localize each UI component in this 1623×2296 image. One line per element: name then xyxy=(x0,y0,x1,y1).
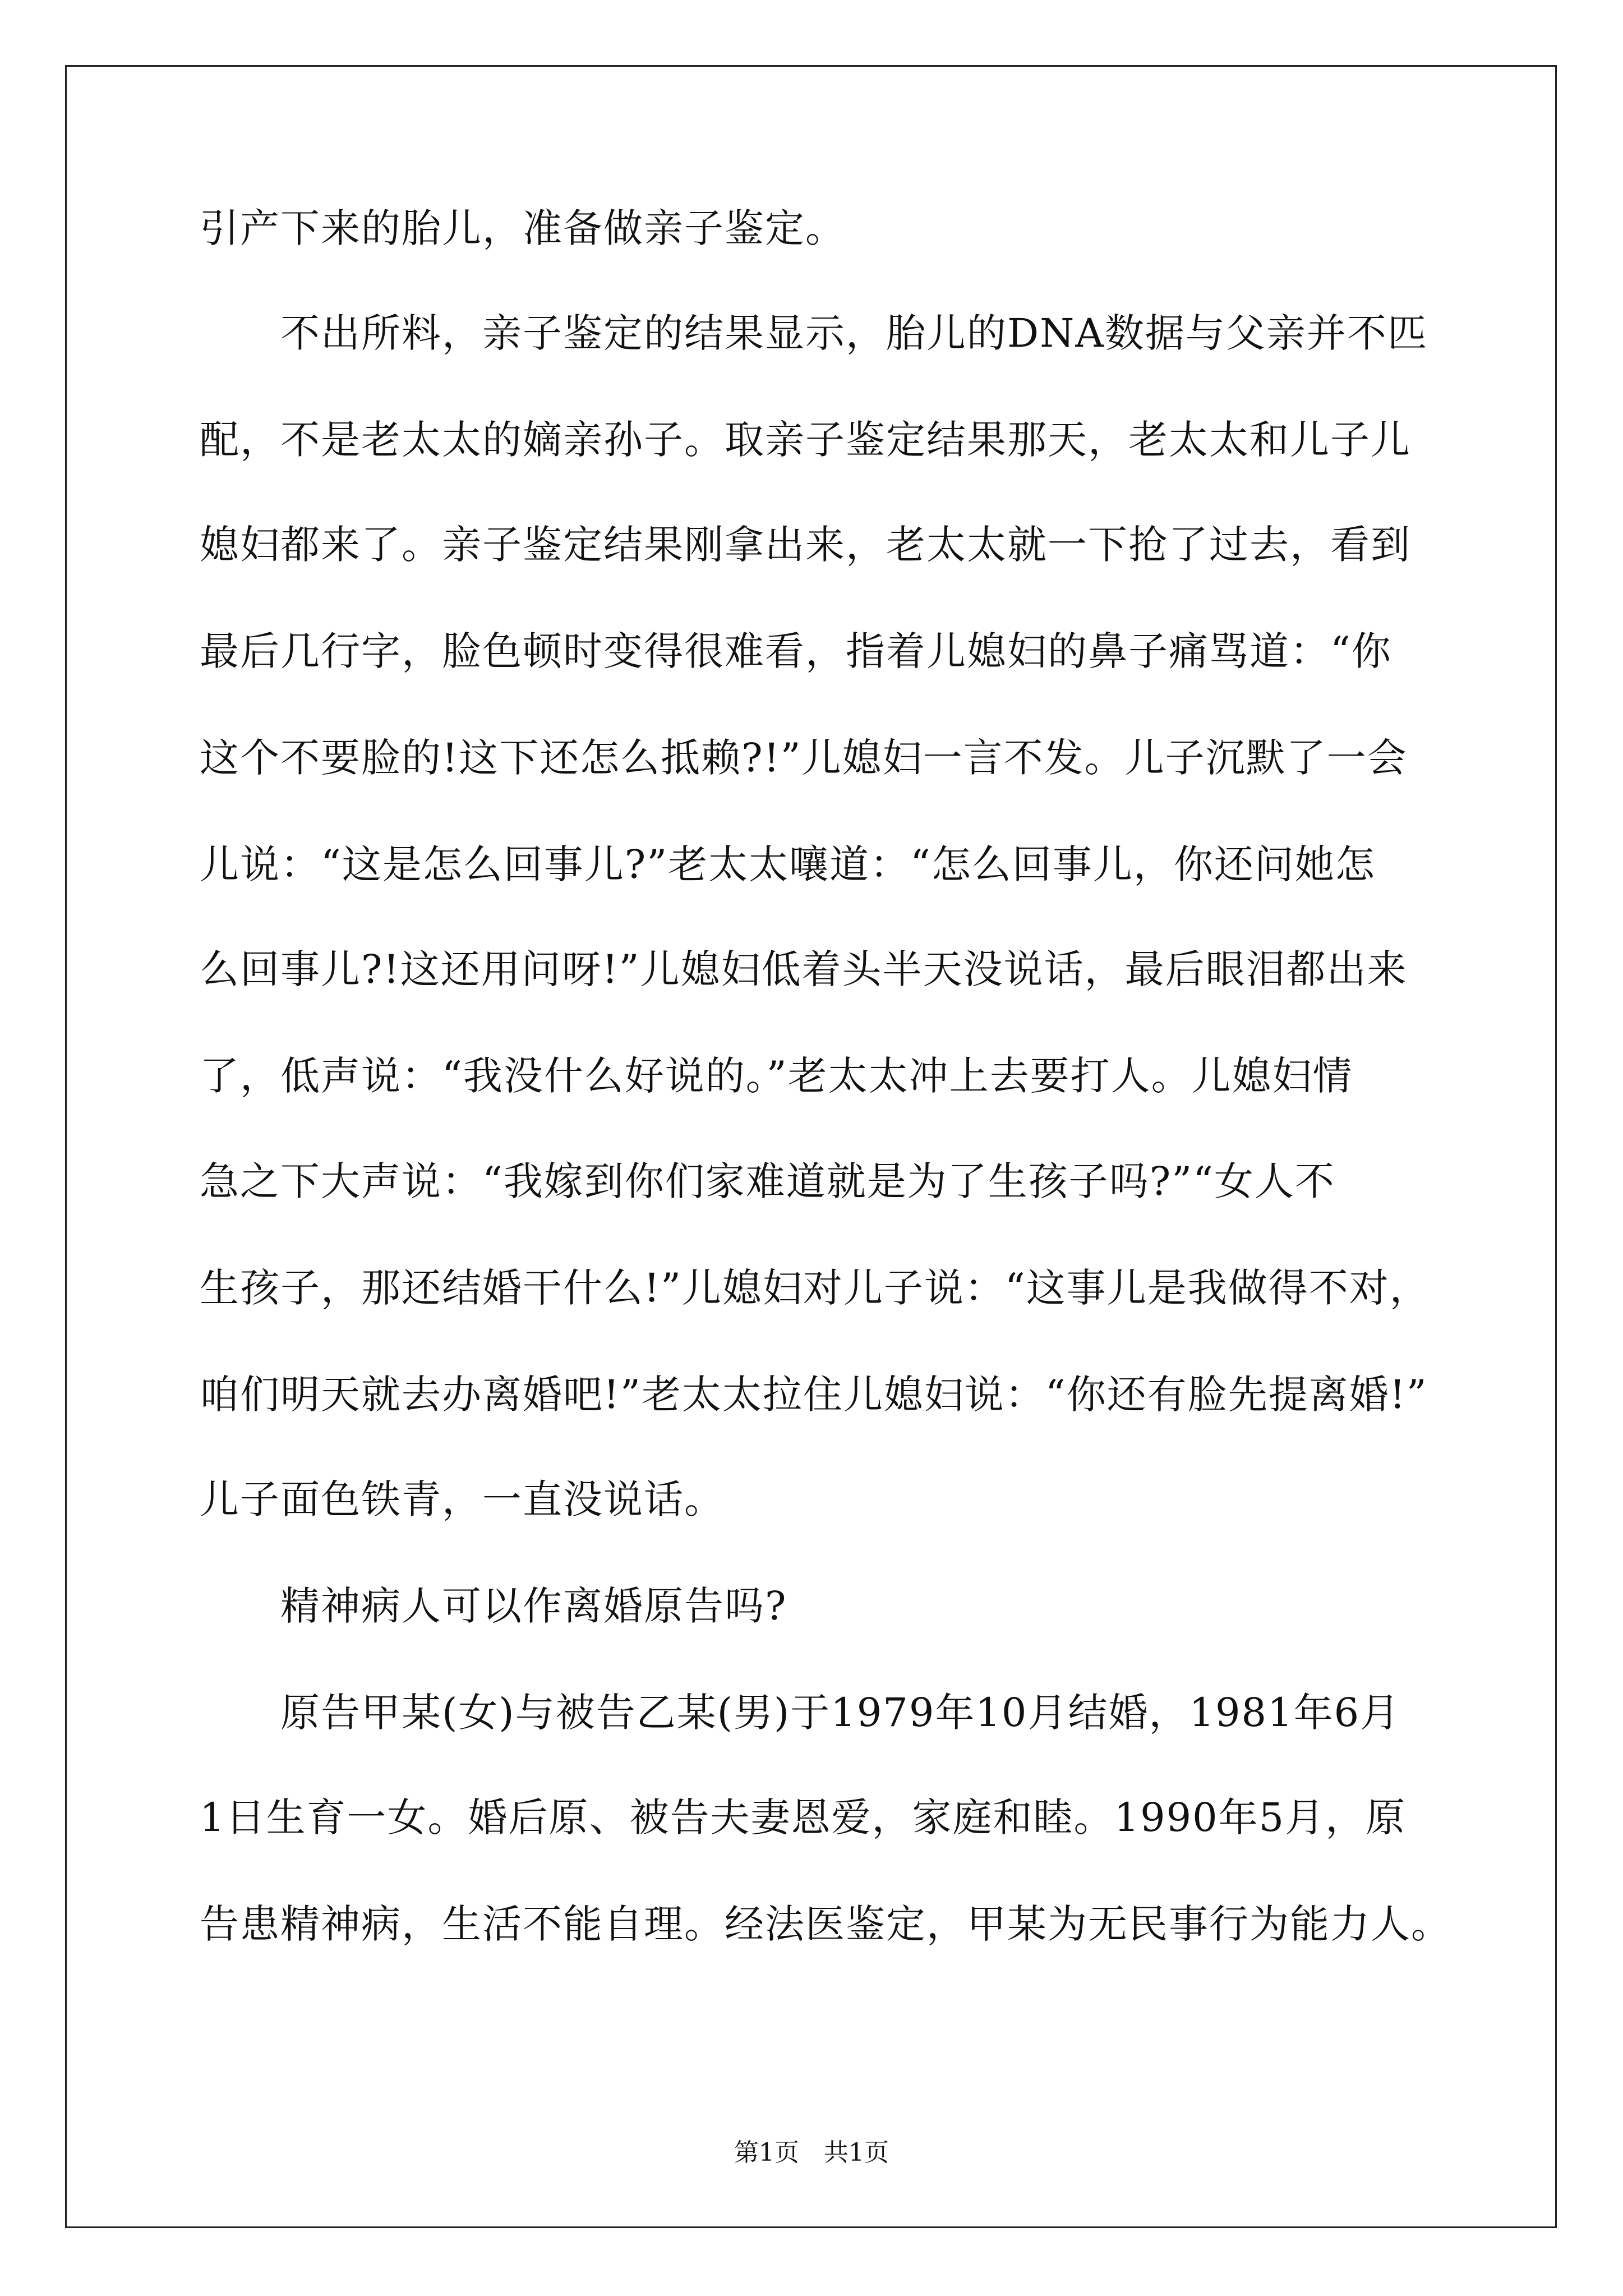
text-line-4: 媳妇都来了。亲子鉴定结果刚拿出来，老太太就一下抢了过去，看到 xyxy=(200,522,1411,568)
text-line-5: 最后几行字，脸色顿时变得很难看，指着儿媳妇的鼻子痛骂道：“你 xyxy=(200,628,1392,674)
text-line-14: 精神病人可以作离婚原告吗? xyxy=(200,1583,787,1629)
text-line-15: 原告甲某(女)与被告乙某(男)于1979年10月结婚，1981年6月 xyxy=(200,1690,1401,1736)
text-line-12: 咱们明天就去办离婚吧!”老太太拉住儿媳妇说：“你还有脸先提离婚!” xyxy=(200,1372,1428,1418)
text-line-3: 配，不是老太太的嫡亲孙子。取亲子鉴定结果那天，老太太和儿子儿 xyxy=(200,417,1411,463)
text-line-1: 引产下来的胎儿，准备做亲子鉴定。 xyxy=(200,205,846,251)
text-line-7: 儿说：“这是怎么回事儿?”老太太嚷道：“怎么回事儿，你还问她怎 xyxy=(200,841,1376,887)
text-line-9: 了，低声说：“我没什么好说的。”老太太冲上去要打人。儿媳妇情 xyxy=(200,1053,1353,1099)
text-line-16: 1日生育一女。婚后原、被告夫妻恩爱，家庭和睦。1990年5月，原 xyxy=(200,1795,1407,1841)
page-number: 第1页 共1页 xyxy=(734,2138,889,2167)
text-line-6: 这个不要脸的!这下还怎么抵赖?!”儿媳妇一言不发。儿子沉默了一会 xyxy=(200,735,1408,781)
text-line-13: 儿子面色铁青，一直没说话。 xyxy=(200,1476,725,1522)
text-line-8: 么回事儿?!这还用问呀!”儿媳妇低着头半天没说话，最后眼泪都出来 xyxy=(200,946,1408,992)
text-line-2: 不出所料，亲子鉴定的结果显示，胎儿的DNA数据与父亲并不匹 xyxy=(200,310,1428,356)
text-line-10: 急之下大声说：“我嫁到你们家难道就是为了生孩子吗?”“女人不 xyxy=(200,1158,1335,1204)
text-line-11: 生孩子，那还结婚干什么!”儿媳妇对儿子说：“这事儿是我做得不对， xyxy=(200,1265,1430,1311)
text-line-17: 告患精神病，生活不能自理。经法医鉴定，甲某为无民事行为能力人。 xyxy=(200,1901,1451,1947)
